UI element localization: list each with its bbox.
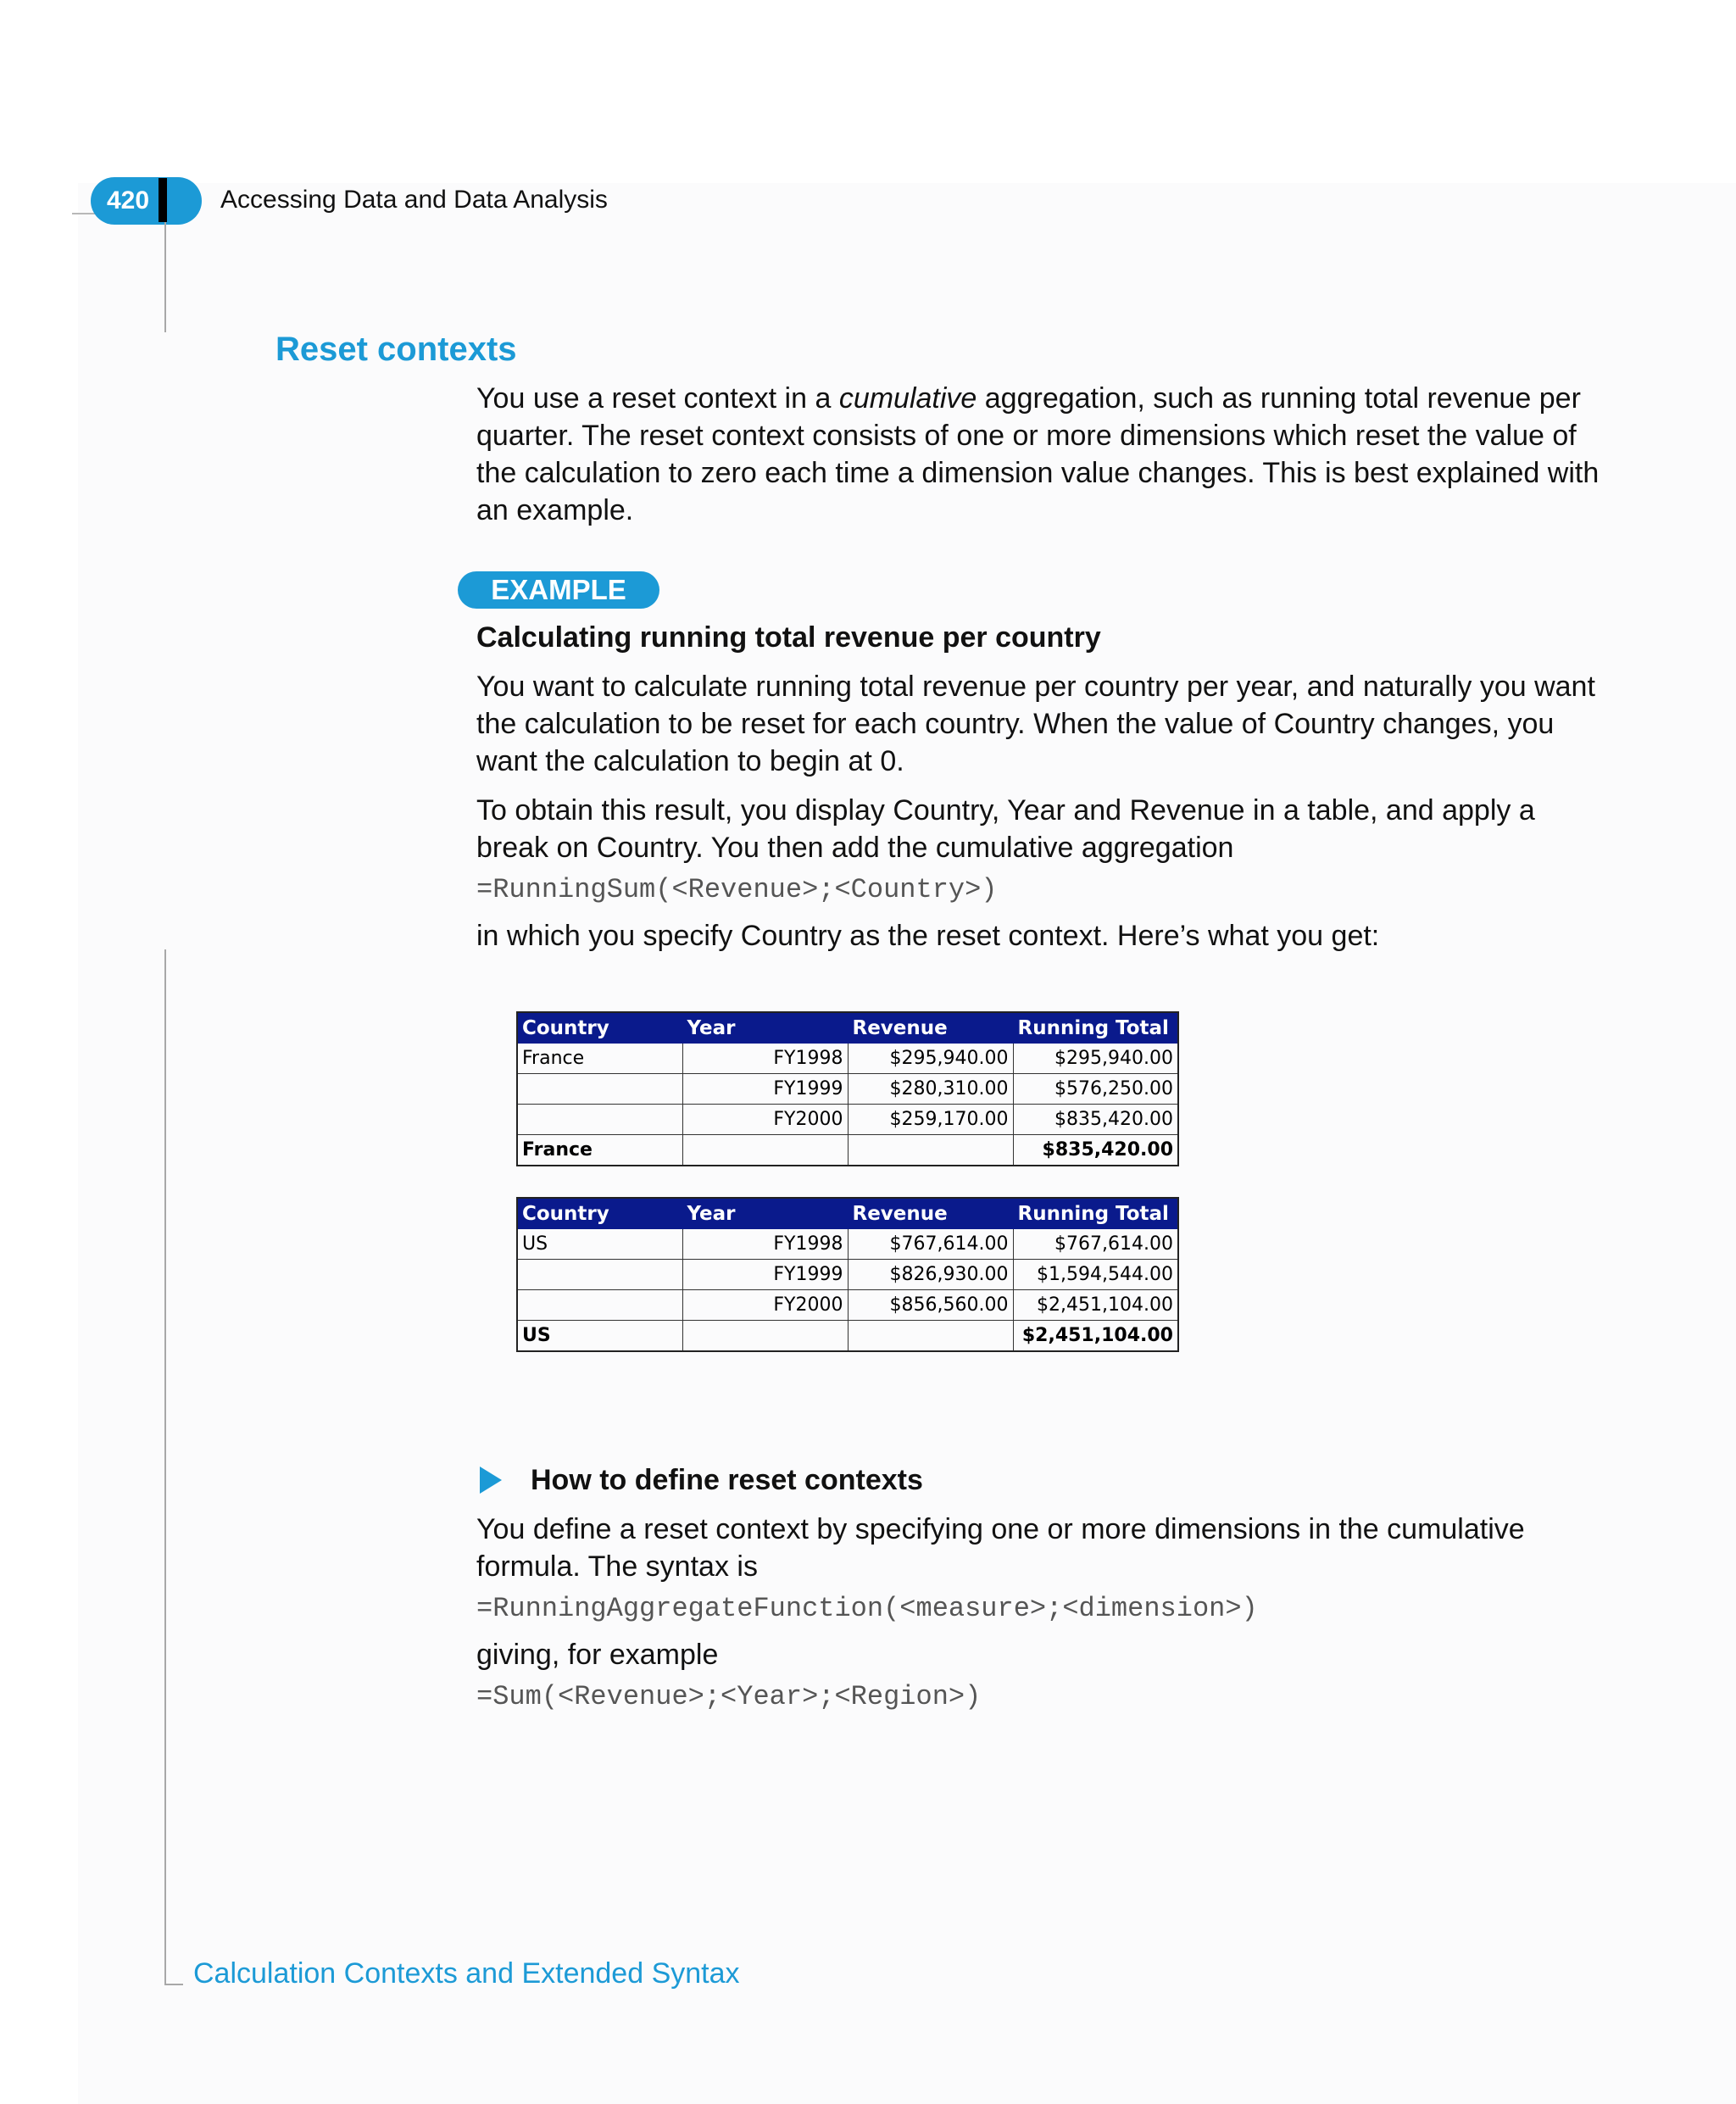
- cell-revenue: $856,560.00: [848, 1290, 1013, 1321]
- cell-year: [682, 1135, 848, 1166]
- howto-example-code: =Sum(<Revenue>;<Year>;<Region>): [476, 1681, 982, 1712]
- cell-revenue: $826,930.00: [848, 1260, 1013, 1290]
- column-header-revenue: Revenue: [848, 1198, 1013, 1229]
- table-header-row: [517, 1198, 1178, 1229]
- cell-year: FY1999: [682, 1260, 848, 1290]
- table-total-row: [517, 1321, 1178, 1352]
- cell-running-total: $2,451,104.00: [1013, 1321, 1178, 1352]
- running-head: Accessing Data and Data Analysis: [220, 186, 608, 214]
- cell-year: FY1998: [682, 1229, 848, 1260]
- column-header-year: Year: [682, 1012, 848, 1044]
- intro-text-start: You use a reset context in a: [476, 382, 839, 415]
- intro-text-end: aggregation, such as running total revenue per quarter. The reset context consists of one or more dimensions which reset the value of the calculation to zero each time a dimension value changes. This is best explained with an example.: [476, 382, 1600, 526]
- column-header-country: Country: [517, 1012, 682, 1044]
- cell-revenue: [848, 1135, 1013, 1166]
- france-table: [516, 1011, 1179, 1166]
- footer-chapter-title: Calculation Contexts and Extended Syntax: [193, 1957, 740, 1990]
- cell-year: FY1998: [682, 1044, 848, 1074]
- procedure-arrow-icon: [480, 1467, 502, 1494]
- cell-running-total: $835,420.00: [1013, 1105, 1178, 1135]
- page-number-marker: [159, 178, 167, 222]
- table-row: [517, 1105, 1178, 1135]
- intro-paragraph: [476, 380, 1604, 529]
- example-heading: Calculating running total revenue per country: [476, 621, 1101, 654]
- column-header-country: Country: [517, 1198, 682, 1229]
- section-title: Reset contexts: [275, 331, 517, 368]
- cell-year: [682, 1321, 848, 1352]
- table-row: [517, 1044, 1178, 1074]
- cell-year: FY1999: [682, 1074, 848, 1105]
- cell-revenue: $295,940.00: [848, 1044, 1013, 1074]
- table-row: [517, 1074, 1178, 1105]
- cell-revenue: [848, 1321, 1013, 1352]
- table-total-row: [517, 1135, 1178, 1166]
- howto-syntax-code: =RunningAggregateFunction(<measure>;<dimension>): [476, 1593, 1258, 1624]
- table-row: [517, 1290, 1178, 1321]
- column-header-running-total: Running Total: [1013, 1198, 1178, 1229]
- column-header-year: Year: [682, 1198, 848, 1229]
- page-number: 420: [107, 186, 150, 214]
- cell-revenue: $259,170.00: [848, 1105, 1013, 1135]
- howto-paragraph-2: giving, for example: [476, 1639, 719, 1671]
- footer-rule-hook: [164, 1984, 183, 1985]
- cell-country: [517, 1290, 682, 1321]
- howto-heading: How to define reset contexts: [531, 1464, 923, 1496]
- intro-italic-term: cumulative: [838, 382, 977, 415]
- column-header-running-total: Running Total: [1013, 1012, 1178, 1044]
- cell-running-total: $767,614.00: [1013, 1229, 1178, 1260]
- cell-revenue: $280,310.00: [848, 1074, 1013, 1105]
- table-row: [517, 1229, 1178, 1260]
- example-paragraph-3: in which you specify Country as the reset context. Here’s what you get:: [476, 920, 1380, 952]
- table-row: [517, 1260, 1178, 1290]
- column-header-revenue: Revenue: [848, 1012, 1013, 1044]
- howto-paragraph-1: You define a reset context by specifying one or more dimensions in the cumulative formula. The syntax is: [476, 1513, 1525, 1583]
- example-code: =RunningSum(<Revenue>;<Country>): [476, 874, 998, 905]
- cell-running-total: $1,594,544.00: [1013, 1260, 1178, 1290]
- example-badge: EXAMPLE: [458, 571, 659, 609]
- table-header-row: [517, 1012, 1178, 1044]
- cell-country: US: [517, 1229, 682, 1260]
- margin-rule-top: [164, 222, 166, 332]
- cell-revenue: $767,614.00: [848, 1229, 1013, 1260]
- us-table: [516, 1197, 1179, 1352]
- margin-rule-bottom: [164, 949, 166, 1985]
- cell-running-total: $835,420.00: [1013, 1135, 1178, 1166]
- cell-country: France: [517, 1135, 682, 1166]
- cell-country: [517, 1260, 682, 1290]
- cell-running-total: $576,250.00: [1013, 1074, 1178, 1105]
- cell-year: FY2000: [682, 1105, 848, 1135]
- cell-running-total: $295,940.00: [1013, 1044, 1178, 1074]
- cell-country: [517, 1105, 682, 1135]
- cell-year: FY2000: [682, 1290, 848, 1321]
- cell-country: France: [517, 1044, 682, 1074]
- cell-country: US: [517, 1321, 682, 1352]
- cell-country: [517, 1074, 682, 1105]
- cell-running-total: $2,451,104.00: [1013, 1290, 1178, 1321]
- example-paragraph-2: To obtain this result, you display Country, Year and Revenue in a table, and apply a break on Country. You then add the cumulative aggregation: [476, 794, 1535, 864]
- example-paragraph-1: You want to calculate running total revenue per country per year, and naturally you want the calculation to be reset for each country. When the value of Country changes, you want the calculation to begin at 0.: [476, 671, 1595, 777]
